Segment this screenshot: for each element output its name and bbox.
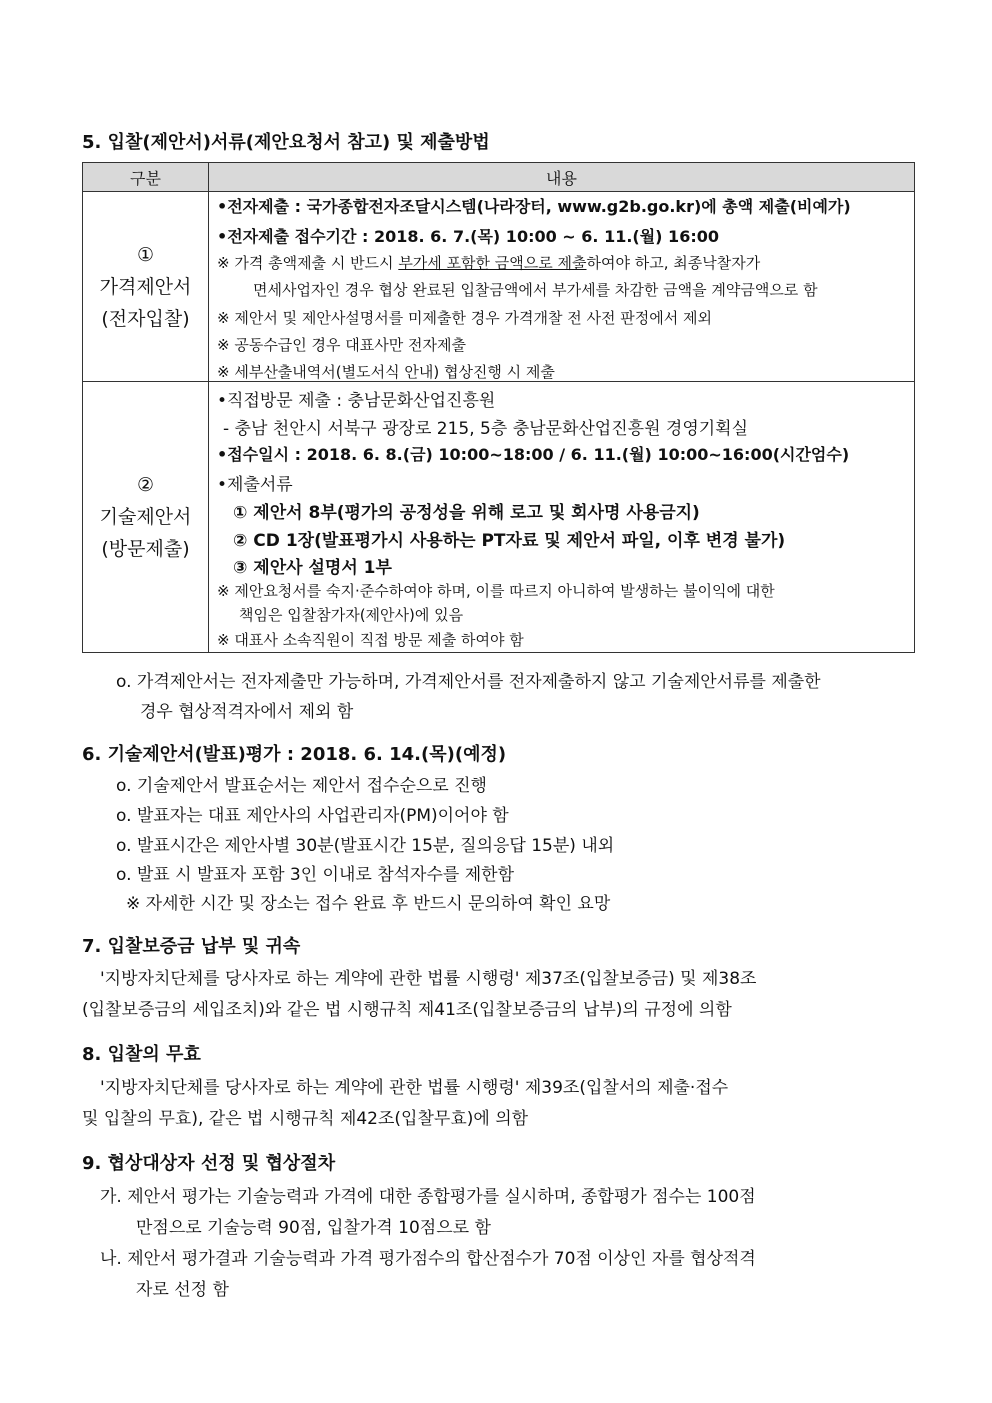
content-line: •직접방문 제출 : 충남문화산업진흥원 (217, 391, 496, 411)
section-9-title: 9. 협상대상자 선정 및 협상절차 (82, 1153, 336, 1174)
content-line: •제출서류 (217, 475, 293, 495)
category-method: (방문제출) (101, 538, 190, 560)
note-line: 경우 협상적격자에서 제외 함 (140, 702, 354, 722)
paragraph-line: '지방자치단체를 당사자로 하는 계약에 관한 법률 시행령' 제37조(입찰보증금) 및 제38조 (100, 969, 757, 989)
list-item: o. 기술제안서 발표순서는 제안서 접수순으로 진행 (116, 776, 487, 796)
category-method: (전자입찰) (101, 307, 190, 330)
list-item: 나. 제안서 평가결과 기술능력과 가격 평가점수의 합산점수가 70점 이상인 자를 협상적격 (100, 1249, 756, 1269)
content-line: ※ 제안요청서를 숙지·준수하여야 하며, 이를 따르지 아니하여 발생하는 불이익에 대한 (217, 582, 775, 600)
content-line: •전자제출 : 국가종합전자조달시스템(나라장터, www.g2b.go.kr)에 총액 제출(비예가) (217, 197, 851, 216)
content-line: ※ 세부산출내역서(별도서식 안내) 협상진행 시 제출 (217, 363, 555, 381)
content-technical (209, 382, 915, 653)
category-name: 가격제안서 (99, 275, 192, 298)
content-line: - 충남 천안시 서북구 광장로 215, 5층 충남문화산업진흥원 경영기획실 (223, 419, 749, 439)
header-content: 내용 (209, 163, 915, 192)
section-6-title: 6. 기술제안서(발표)평가 : 2018. 6. 14.(목)(예정) (82, 744, 507, 765)
content-line: ※ 대표사 소속직원이 직접 방문 제출 하여야 함 (217, 631, 524, 649)
category-technical (83, 382, 209, 653)
table-row (83, 382, 915, 653)
section-5-title: 5. 입찰(제안서)서류(제안요청서 참고) 및 제출방법 (82, 132, 490, 153)
content-line: ※ 제안서 및 제안사설명서를 미제출한 경우 가격개찰 전 사전 판정에서 제외 (217, 309, 712, 327)
list-item: o. 발표시간은 제안사별 30분(발표시간 15분, 질의응답 15분) 내외 (116, 836, 615, 856)
note-line: o. 가격제안서는 전자제출만 가능하며, 가격제안서를 전자제출하지 않고 기술제안서류를 제출한 (116, 672, 821, 692)
list-item-continued: 자로 선정 함 (136, 1280, 229, 1300)
paragraph-line: '지방자치단체를 당사자로 하는 계약에 관한 법률 시행령' 제39조(입찰서의 제출·접수 (100, 1078, 729, 1098)
content-line: 책임은 입찰참가자(제안사)에 있음 (239, 606, 464, 624)
content-line: 면세사업자인 경우 협상 완료된 입찰금액에서 부가세를 차감한 금액을 계약금액으로 함 (253, 281, 818, 299)
header-category: 구분 (83, 163, 209, 192)
section-8-title: 8. 입찰의 무효 (82, 1044, 201, 1065)
content-line: ① 제안서 8부(평가의 공정성을 위해 로고 및 회사명 사용금지) (233, 503, 700, 523)
submission-table (82, 162, 915, 653)
table-header-row (83, 163, 915, 192)
list-item: 가. 제안서 평가는 기술능력과 가격에 대한 종합평가를 실시하며, 종합평가 점수는 100점 (100, 1187, 756, 1207)
notice-line: ※ 자세한 시간 및 장소는 접수 완료 후 반드시 문의하여 확인 요망 (126, 894, 611, 914)
content-line: ③ 제안사 설명서 1부 (233, 558, 392, 578)
content-line: •접수일시 : 2018. 6. 8.(금) 10:00~18:00 / 6. 11.(월) 10:00~16:00(시간엄수) (217, 445, 850, 464)
content-line: •전자제출 접수기간 : 2018. 6. 7.(목) 10:00 ~ 6. 11.(월) 16:00 (217, 227, 719, 246)
table-row (83, 192, 915, 382)
category-number: ① (136, 243, 155, 266)
content-line: ② CD 1장(발표평가시 사용하는 PT자료 및 제안서 파일, 이후 변경 불가) (233, 531, 786, 551)
category-number: ② (136, 474, 155, 496)
section-7-title: 7. 입찰보증금 납부 및 귀속 (82, 936, 301, 957)
content-line: ※ 공동수급인 경우 대표사만 전자제출 (217, 336, 466, 354)
list-item: o. 발표자는 대표 제안사의 사업관리자(PM)이어야 함 (116, 806, 509, 826)
underlined-text: 부가세 포함한 금액으로 제출 (398, 254, 587, 272)
category-name: 기술제안서 (99, 506, 192, 528)
list-item-continued: 만점으로 기술능력 90점, 입찰가격 10점으로 함 (136, 1218, 491, 1238)
list-item: o. 발표 시 발표자 포함 3인 이내로 참석자수를 제한함 (116, 865, 514, 885)
paragraph-line: (입찰보증금의 세입조치)와 같은 법 시행규칙 제41조(입찰보증금의 납부)의 규정에 의함 (82, 1000, 732, 1020)
content-line: ※ 가격 총액제출 시 반드시 부가세 포함한 금액으로 제출하여야 하고, 최종낙찰자가 (217, 254, 761, 272)
category-price (83, 192, 209, 382)
content-price (209, 192, 915, 382)
paragraph-line: 및 입찰의 무효), 같은 법 시행규칙 제42조(입찰무효)에 의함 (82, 1109, 529, 1129)
